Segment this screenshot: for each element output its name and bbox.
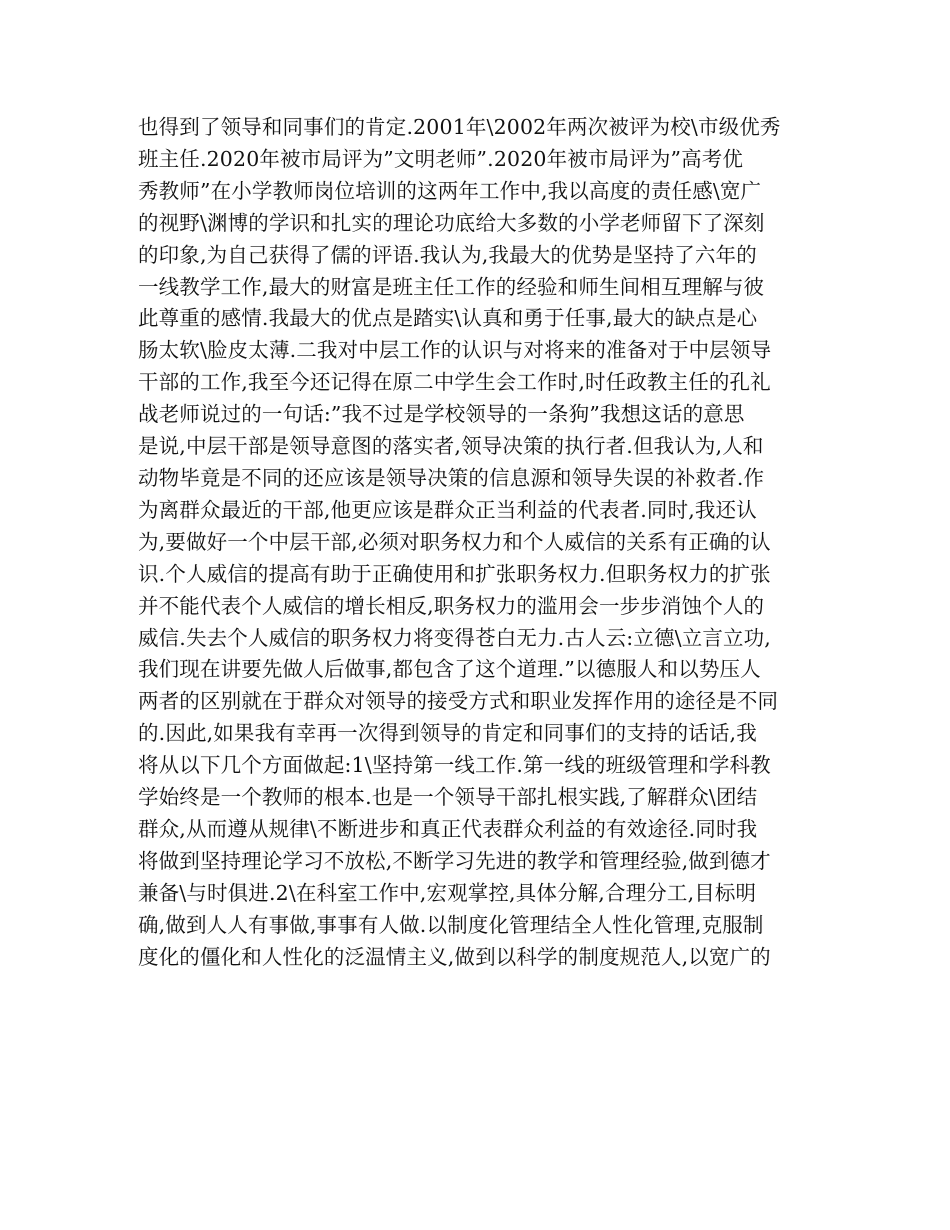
- body-text: [138, 112, 828, 973]
- text-line: 是说,中层干部是领导意图的落实者,领导决策的执行者.但我认为,人和: [138, 434, 764, 459]
- text-line: 也得到了领导和同事们的肯定.2001年\2002年两次被评为校\市级优秀: [138, 115, 781, 139]
- text-line: 并不能代表个人威信的增长相反,职务权力的滥用会一步步消蚀个人的: [138, 593, 765, 618]
- text-line: 秀教师”在小学教师岗位培训的这两年工作中,我以高度的责任感\宽广: [138, 178, 762, 203]
- text-line: 度化的僵化和人性化的泛温情主义,做到以科学的制度规范人,以宽广的: [138, 944, 771, 969]
- text-line: 将从以下几个方面做起:1\坚持第一线工作.第一线的班级管理和学科教: [138, 753, 771, 778]
- text-line: 为离群众最近的干部,他更应该是群众正当利益的代表者.同时,我还认: [138, 497, 757, 522]
- text-line: 战老师说过的一句话:”我不过是学校领导的一条狗”我想这话的意思: [138, 402, 745, 427]
- text-line: 我们现在讲要先做人后做事,都包含了这个道理.”以德服人和以势压人: [138, 657, 761, 682]
- text-line: 威信.失去个人威信的职务权力将变得苍白无力.古人云:立德\立言立功,: [138, 625, 771, 650]
- text-line: 肠太软\脸皮太薄.二我对中层工作的认识与对将来的准备对于中层领导: [138, 338, 772, 363]
- text-line: 干部的工作,我至今还记得在原二中学生会工作时,时任政教主任的孔礼: [138, 370, 771, 395]
- text-line: 识.个人威信的提高有助于正确使用和扩张职务权力.但职务权力的扩张: [138, 561, 771, 586]
- text-line: 群众,从而遵从规律\不断进步和真正代表群众利益的有效途径.同时我: [138, 816, 758, 841]
- text-line: 将做到坚持理论学习不放松,不断学习先进的教学和管理经验,做到德才: [138, 848, 771, 873]
- text-line: 的印象,为自己获得了儒的评语.我认为,我最大的优势是坚持了六年的: [138, 242, 757, 267]
- text-line: 的视野\渊博的学识和扎实的理论功底给大多数的小学老师留下了深刻: [138, 210, 765, 235]
- text-line: 动物毕竟是不同的还应该是领导决策的信息源和领导失误的补救者.作: [138, 465, 765, 490]
- text-line: 的.因此,如果我有幸再一次得到领导的肯定和同事们的支持的话话,我: [138, 721, 757, 746]
- text-line: 两者的区别就在于群众对领导的接受方式和职业发挥作用的途径是不同: [138, 689, 779, 714]
- text-line: 兼备\与时俱进.2\在科室工作中,宏观掌控,具体分解,合理分工,目标明: [138, 880, 757, 905]
- text-line: 此尊重的感情.我最大的优点是踏实\认真和勇于任事,最大的缺点是心: [138, 306, 758, 331]
- text-line: 为,要做好一个中层干部,必须对职务权力和个人威信的关系有正确的认: [138, 529, 771, 554]
- text-line: 班主任.2020年被市局评为”文明老师”.2020年被市局评为”高考优: [138, 146, 744, 171]
- text-line: 确,做到人人有事做,事事有人做.以制度化管理结全人性化管理,克服制: [138, 912, 764, 937]
- text-line: 一线教学工作,最大的财富是班主任工作的经验和师生间相互理解与彼: [138, 274, 765, 299]
- text-line: 学始终是一个教师的根本.也是一个领导干部扎根实践,了解群众\团结: [138, 785, 758, 810]
